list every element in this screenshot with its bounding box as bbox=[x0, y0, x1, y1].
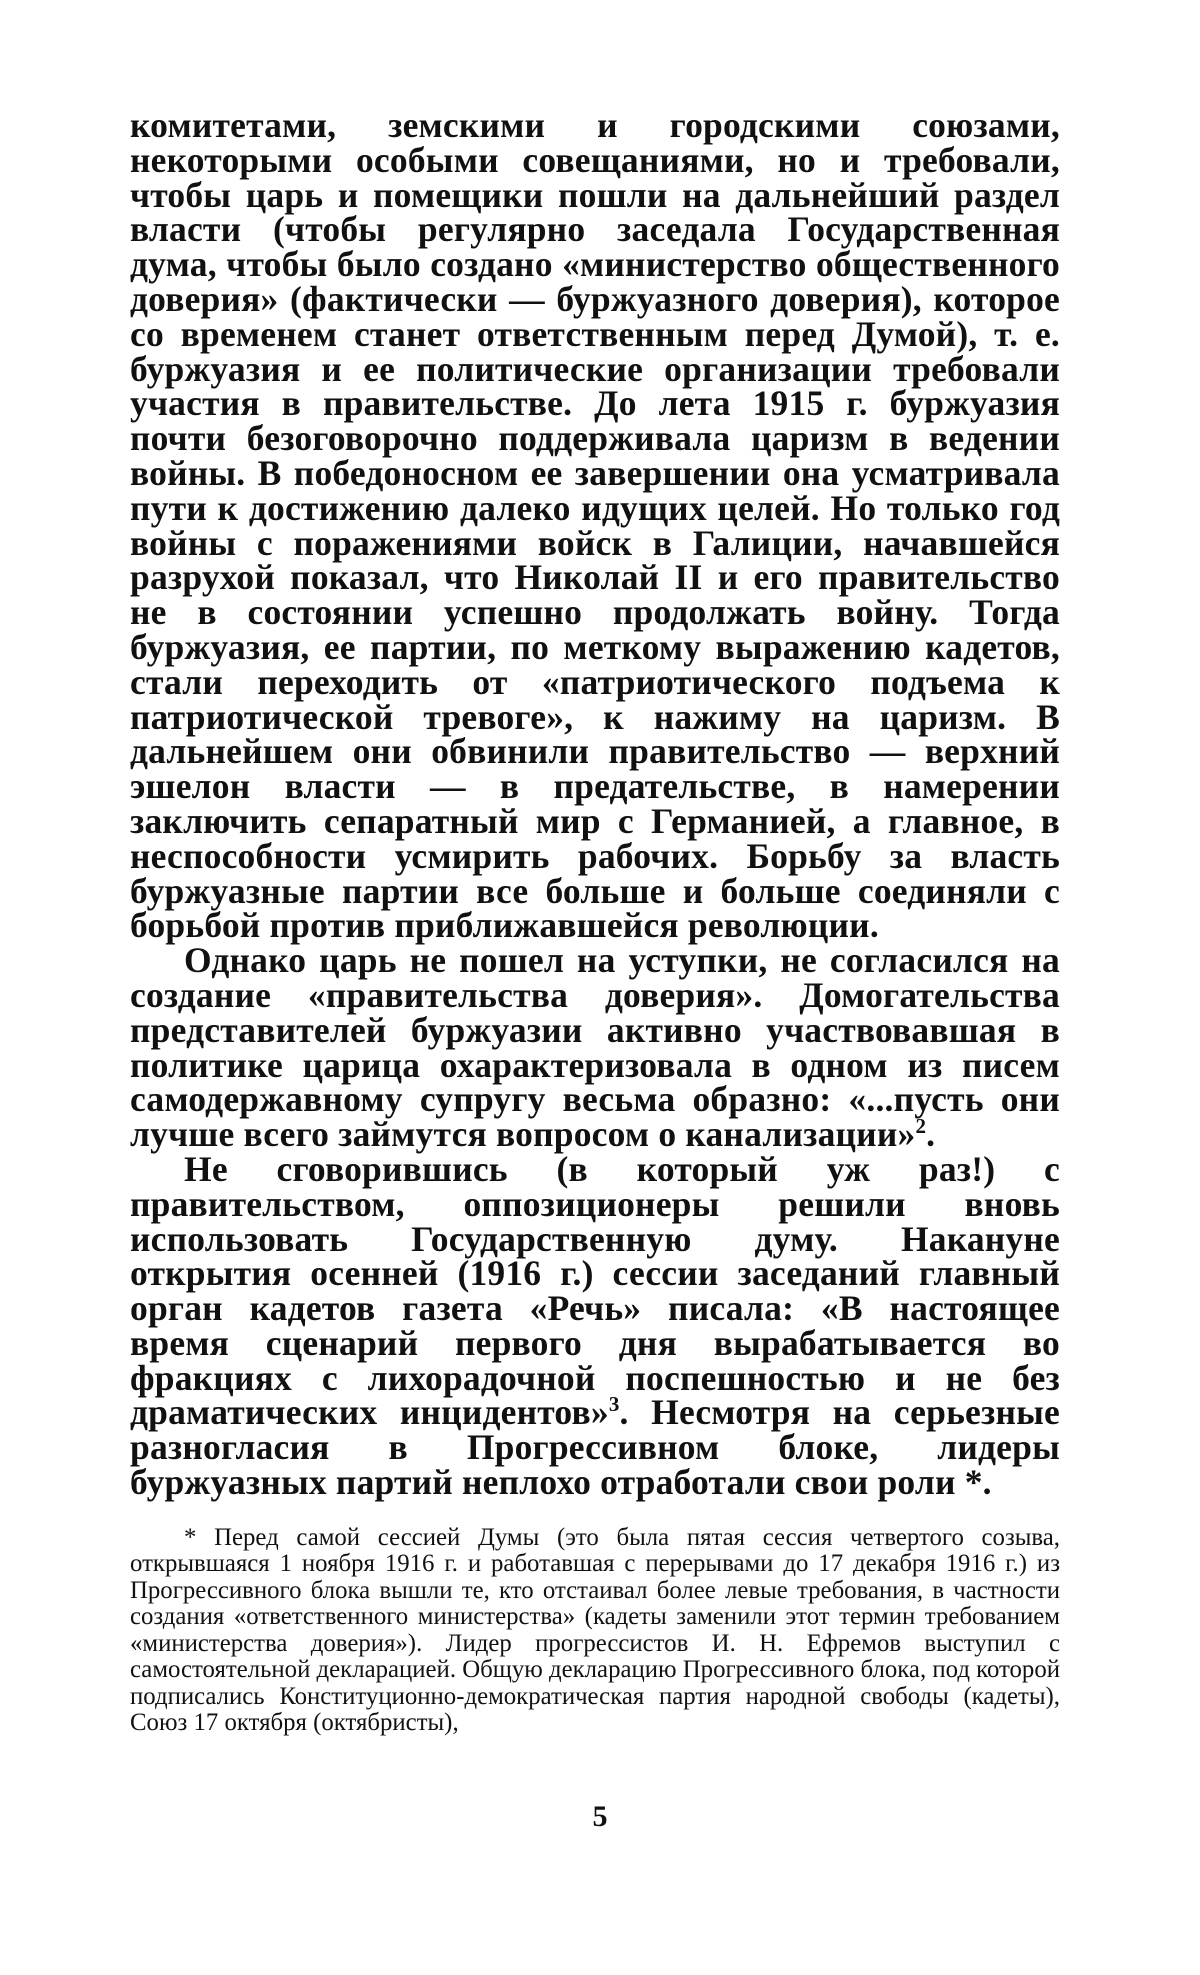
paragraph-2-tail: . bbox=[926, 1114, 936, 1155]
paragraph-3-text: Не сговорившись (в который уж раз!) с правительством, оппозиционеры решили вновь использовать Государственную думу. Накануне открытия осенней (1916 г.) сессии заседаний главный орган кадетов газета «Речь» писала: «В настоящее время сценарий первого дня вырабатывается во фракциях с лихорадочной поспешностью и не без драматических инцидентов» bbox=[130, 1148, 1060, 1433]
paragraph-3-tail: . Несмотря на серьезные разногласия в Прогрессивном блоке, лидеры буржуазных партий неплохо отработали свои роли *. bbox=[130, 1392, 1061, 1503]
paragraph-2 bbox=[130, 940, 1060, 1155]
main-text bbox=[130, 105, 1061, 1503]
footnote: * Перед самой сессией Думы (это была пятая сессия четвертого созыва, открывшаяся 1 ноября 1916 г. и работавшая с перерывами до 17 декабря 1916 г.) из Прогрессивного блока вышли те, кто отстаивал более левые требования, в частности создания «ответственного министерства» (кадеты заменили этот термин требованием «министерства доверия»). Лидер прогрессистов И. Н. Ефремов выступил с самостоятельной декларацией. Общую декларацию Прогрессивного блока, под которой подписались Конституционно-демократическая партия народной свободы (кадеты), Союз 17 октября (октябристы), bbox=[130, 1523, 1060, 1737]
book-page bbox=[130, 105, 1061, 1737]
page-number: 5 bbox=[592, 1800, 608, 1833]
footnote-ref-3: 3 bbox=[608, 1392, 620, 1417]
paragraph-3 bbox=[130, 1148, 1061, 1503]
paragraph-2-text: Однако царь не пошел на уступки, не согласился на создание «правительства доверия». Домогательства представителей буржуазии активно участвовавшая в политике царица охарактеризовала в одном из писем самодержавному супругу весьма образно: «...пусть они лучше всего займутся вопросом о канализации» bbox=[130, 940, 1060, 1155]
footnote-ref-2: 2 bbox=[915, 1114, 927, 1139]
paragraph-1-text: комитетами, земскими и городскими союзами, некоторыми особыми совещаниями, но и требовали, чтобы царь и помещики пошли на дальнейший раздел власти (чтобы регулярно заседала Государственная дума, чтобы было создано «министерство общественного доверия» (фактически — буржуазного доверия), которое со временем станет ответственным перед Думой), т. е. буржуазия и ее политические организации требовали участия в правительстве. До лета 1915 г. буржуазия почти безоговорочно поддерживала царизм в ведении войны. В победоносном ее завершении она усматривала пути к достижению далеко идущих целей. Но только год войны с поражениями войск в Галиции, начавшейся разрухой показал, что Николай II и его правительство не в состоянии успешно продолжать войну. Тогда буржуазия, ее партии, по меткому выражению кадетов, стали переходить от «патриотического подъема к патриотической тревоге», к нажиму на царизм. В дальнейшем они обвинили правительство — верхний эшелон власти — в предательстве, в намерении заключить сепаратный мир с Германией, а главное, в неспособности усмирить рабочих. Борьбу за власть буржуазные партии все больше и больше соединяли с борьбой против приближавшейся революции. bbox=[130, 105, 1060, 946]
paragraph-1 bbox=[130, 105, 1060, 946]
